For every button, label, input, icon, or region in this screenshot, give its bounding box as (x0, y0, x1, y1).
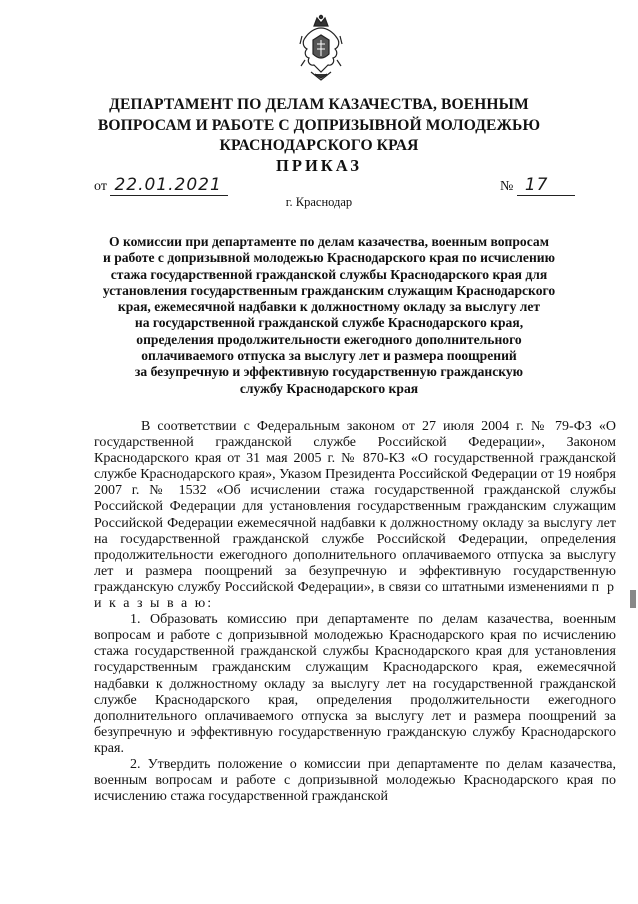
scan-edge-mark (630, 590, 636, 608)
subject-line: службу Краснодарского края (239, 380, 419, 396)
item-2-paragraph: 2. Утвердить положение о комиссии при департаменте по делам казачества, военным вопросам и работе с допризывной молодежью Краснодарского края по исчислению стажа государственной гражданской (94, 756, 616, 805)
subject-line: определения продолжительности ежегодного дополнительного (136, 331, 522, 347)
order-subject (88, 234, 570, 397)
handwritten-number: 17 (517, 175, 575, 196)
subject-line: стажа государственной гражданской службы Краснодарского края для (110, 266, 548, 282)
dept-line: ДЕПАРТАМЕНТ ПО ДЕЛАМ КАЗАЧЕСТВА, ВОЕННЫМ (109, 96, 529, 113)
department-name (80, 95, 558, 157)
dept-line: ВОПРОСАМ И РАБОТЕ С ДОПРИЗЫВНОЙ МОЛОДЕЖЬЮ (97, 116, 541, 134)
subject-line: и работе с допризывной молодежью Краснодарского края по исчислению (102, 250, 556, 266)
order-word: п р и к а з ы в а ю: (94, 579, 616, 612)
date-prefix: от (94, 179, 107, 194)
preamble-text: В соответствии с Федеральным законом от 27 июля 2004 г. № 79-ФЗ «О государственной гражданской службе Российской Федерации», Законом Краснодарского края от 31 мая 2005 г. № 870-КЗ «О государственной гражданской службе Краснодарского края», Указом Президента Российской Федерации от 19 ноября 2007 г. № 1532 «Об исчислении стажа государственной гражданской службы Российской Федерации для установления государственным гражданским служащим Российской Федерации ежемесячной надбавки к должностному окладу за выслугу лет на государственной гражданской службе Российской Федерации, определения продолжительности ежегодного дополнительного оплачиваемого отпуска за выслугу лет и размера поощрений за безупречную и эффективную государственную гражданскую службу Российской Федерации», в связи со штатными изменениями (94, 419, 616, 595)
handwritten-date: 22.01.2021 (110, 175, 227, 196)
city-label: г. Краснодар (285, 195, 353, 209)
subject-line: О комиссии при департаменте по делам казачества, военным вопросам (109, 234, 549, 249)
order-date (94, 175, 228, 196)
subject-line: на государственной гражданской службе Краснодарского края, (134, 315, 524, 331)
order-number (500, 175, 575, 196)
subject-line: за безупречную и эффективную государственную гражданскую (134, 364, 524, 380)
subject-line: края, ежемесячной надбавки к должностному окладу за выслугу лет (117, 299, 541, 315)
dept-line: КРАСНОДАРСКОГО КРАЯ (219, 137, 419, 154)
order-body (94, 419, 616, 805)
order-title: ПРИКАЗ (276, 156, 362, 175)
preamble-paragraph (94, 419, 616, 612)
item-1-paragraph: 1. Образовать комиссию при департаменте по делам казачества, военным вопросам и работе с допризывной молодежью Краснодарского края по исчислению стажа государственной гражданской службы Краснодарского края для установления государственным гражданским служащим Краснодарского края, ежемесячной надбавки к должностному окладу за выслугу лет на государственной гражданской службе Краснодарского края, определения продолжительности ежегодного дополнительного оплачиваемого отпуска за выслугу лет и размера поощрений за безупречную и эффективную государственную гражданскую службу Краснодарского края. (94, 612, 616, 756)
subject-line: установления государственным гражданским служащим Краснодарского (102, 282, 556, 298)
number-prefix: № (500, 179, 514, 194)
subject-line: оплачиваемого отпуска за выслугу лет и размера поощрений (141, 348, 517, 364)
coat-of-arms-emblem (299, 14, 343, 82)
